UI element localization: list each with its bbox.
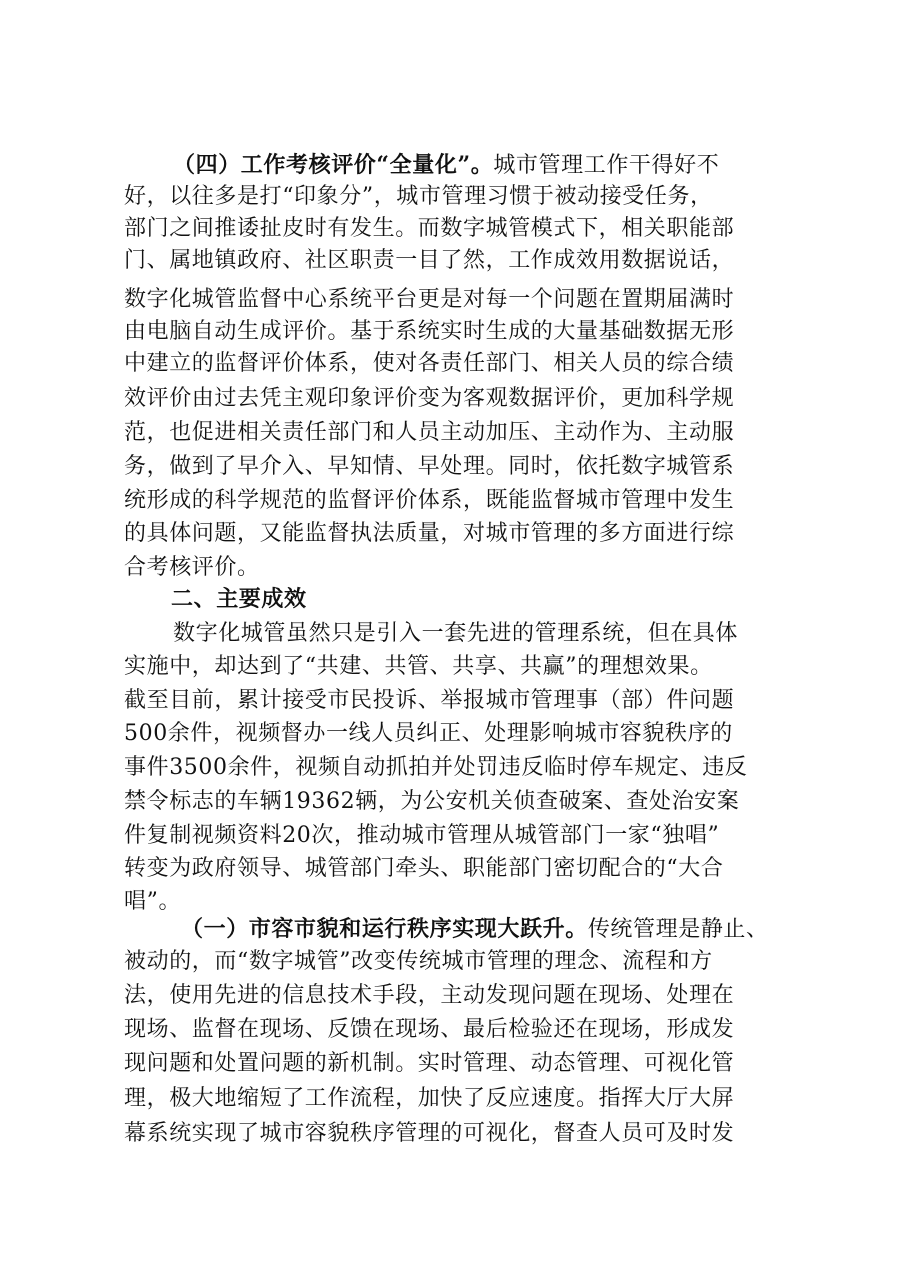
para1-line: 合考核评价。	[124, 555, 260, 580]
para1-line: 由电脑自动生成评价。基于系统实时生成的大量基础数据无形	[124, 319, 735, 344]
para2-line: 实施中，却达到了“共建、共管、共享、共赢”的理想效果。	[124, 654, 713, 679]
para1-line: 的具体问题，又能监督执法质量，对城市管理的多方面进行综	[124, 521, 735, 546]
para1-line: 部门之间推诿扯皮时有发生。而数字城管模式下，相关职能部	[124, 216, 735, 241]
section-heading: 二、主要成效	[171, 587, 307, 612]
para1-line: 数字化城管监督中心系统平台更是对每一个问题在置期届满时	[124, 287, 735, 312]
para2-line: 唱”。	[124, 889, 182, 914]
para1-line: 中建立的监督评价体系，使对各责任部门、相关人员的综合绩	[124, 351, 735, 376]
para3-line-1-rest: 传统管理是静止、	[587, 917, 769, 942]
para3-line: 理，极大地缩短了工作流程，加快了反应速度。指挥大厅大屏	[124, 1086, 735, 1111]
para3-line-1	[181, 913, 769, 945]
para1-line: 效评价由过去凭主观印象评价变为客观数据评价，更加科学规	[124, 386, 735, 411]
para3-line: 现场、监督在现场、反馈在现场、最后检验还在现场，形成发	[124, 1017, 735, 1042]
para1-line: 门、属地镇政府、社区职责一目了然，工作成效用数据说话，	[124, 248, 735, 273]
para2-line: 数字化城管虽然只是引入一套先进的管理系统，但在具体	[173, 621, 739, 646]
para3-line: 被动的，而“数字城管”改变传统城市管理的理念、流程和方	[124, 949, 713, 974]
para1-line: 务，做到了早介入、早知情、早处理。同时，依托数字城管系	[124, 454, 735, 479]
para1-line-1	[173, 149, 719, 181]
para1-lead-title: （四）工作考核评价“全量化”。	[173, 152, 494, 178]
para2-line: 转变为政府领导、城管部门牵头、职能部门密切配合的“大合	[124, 856, 724, 881]
para2-line: 件复制视频资料20次，推动城市管理从城管部门一家“独唱”	[124, 823, 720, 848]
para1-line: 统形成的科学规范的监督评价体系，既能监督城市管理中发生	[124, 488, 735, 513]
para3-lead-title: （一）市容市貌和运行秩序实现大跃升。	[181, 916, 588, 942]
para1-line: 好，以往多是打“印象分”，城市管理习惯于被动接受任务，	[124, 184, 713, 209]
para1-line: 范，也促进相关责任部门和人员主动加压、主动作为、主动服	[124, 420, 735, 445]
para3-line: 现问题和处置问题的新机制。实时管理、动态管理、可视化管	[124, 1051, 735, 1076]
para2-line: 禁令标志的车辆19362辆，为公安机关侦查破案、查处治安案	[124, 789, 740, 814]
para1-line-1-rest: 城市管理工作干得好不	[493, 153, 720, 178]
para3-line: 法，使用先进的信息技术手段，主动发现问题在现场、处理在	[124, 983, 735, 1008]
para2-line: 事件3500余件，视频自动抓拍并处罚违反临时停车规定、违反	[124, 755, 748, 780]
para2-line: 500余件，视频督办一线人员纠正、处理影响城市容貌秩序的	[124, 721, 733, 746]
para2-line: 截至目前，累计接受市民投诉、举报城市管理事（部）件问题	[124, 688, 735, 713]
para3-line: 幕系统实现了城市容貌秩序管理的可视化，督查人员可及时发	[124, 1121, 735, 1146]
